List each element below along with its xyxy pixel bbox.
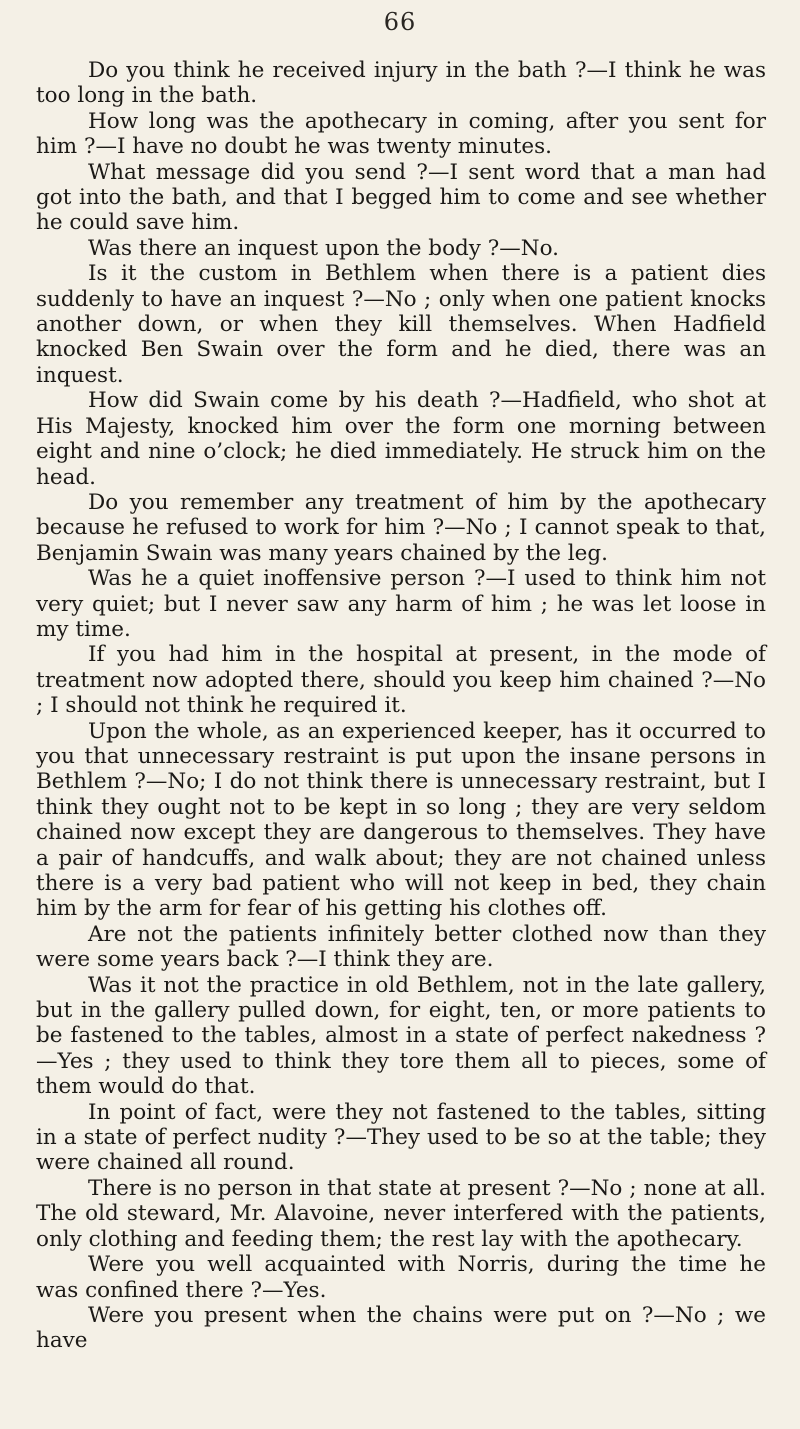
paragraph: If you had him in the hospital at present, in the mode of treatment now adopted there, should you keep him chained ?—No ; I should not think he required it.: [36, 642, 766, 719]
paragraph: There is no person in that state at present ?—No ; none at all. The old steward, Mr. Alavoine, never interfered with the patients, only clothing and feeding them; the rest lay with the apothecary.: [36, 1175, 766, 1252]
paragraph: Do you think he received injury in the bath ?—I think he was too long in the bath.: [36, 58, 766, 109]
paragraph: In point of fact, were they not fastened to the tables, sitting in a state of perfect nudity ?—They used to be so at the table; they were chained all round.: [36, 1099, 766, 1176]
paragraph: Was he a quiet inoffensive person ?—I used to think him not very quiet; but I never saw any harm of him ; he was let loose in my time.: [36, 566, 766, 642]
paragraph: Upon the whole, as an experienced keeper, has it occurred to you that unnecessary restraint is put upon the insane persons in Bethlem ?—No; I do not think there is unnecessary restraint, but I think they ought not to be kept in so long ; they are very seldom chained now except they are dangerous to themselves. They have a pair of handcuffs, and walk about; they are not chained unless there is a very bad patient who will not keep in bed, they chain him by the arm for fear of his getting his clothes off.: [36, 718, 766, 922]
paragraph: How long was the apothecary in coming, after you sent for him ?—I have no doubt he was twenty minutes.: [36, 108, 766, 160]
paragraph: Is it the custom in Bethlem when there is a patient dies suddenly to have an inquest ?—No ; only when one patient knocks another down, or when they kill themselves. When Hadfield knocked Ben Swain over the form and he died, there was an inquest.: [36, 261, 766, 388]
paragraph: Are not the patients infinitely better clothed now than they were some years back ?—I think they are.: [36, 921, 766, 973]
paragraph: What message did you send ?—I sent word that a man had got into the bath, and that I begged him to come and see whether he could save him.: [36, 159, 766, 236]
paragraph: Were you present when the chains were put on ?—No ; we have: [36, 1302, 766, 1354]
paragraph: How did Swain come by his death ?—Hadfield, who shot at His Majesty, knocked him over the form one morning between eight and nine o’clock; he died immediately. He struck him on the head.: [36, 388, 766, 490]
testimony-text: [36, 58, 766, 1354]
paragraph: Do you remember any treatment of him by the apothecary because he refused to work for him ?—No ; I cannot speak to that, Benjamin Swain was many years chained by the leg.: [36, 489, 766, 566]
page-number: 66: [383, 8, 417, 36]
paragraph: Was it not the practice in old Bethlem, not in the late gallery, but in the gallery pulled down, for eight, ten, or more patients to be fastened to the tables, almost in a state of perfect nakedness ?—Yes ; they used to think they tore them all to pieces, some of them would do that.: [36, 972, 766, 1100]
paragraph: Was there an inquest upon the body ?—No.: [88, 235, 559, 261]
paragraph: Were you well acquainted with Norris, during the time he was confined there ?—Yes.: [36, 1252, 766, 1303]
